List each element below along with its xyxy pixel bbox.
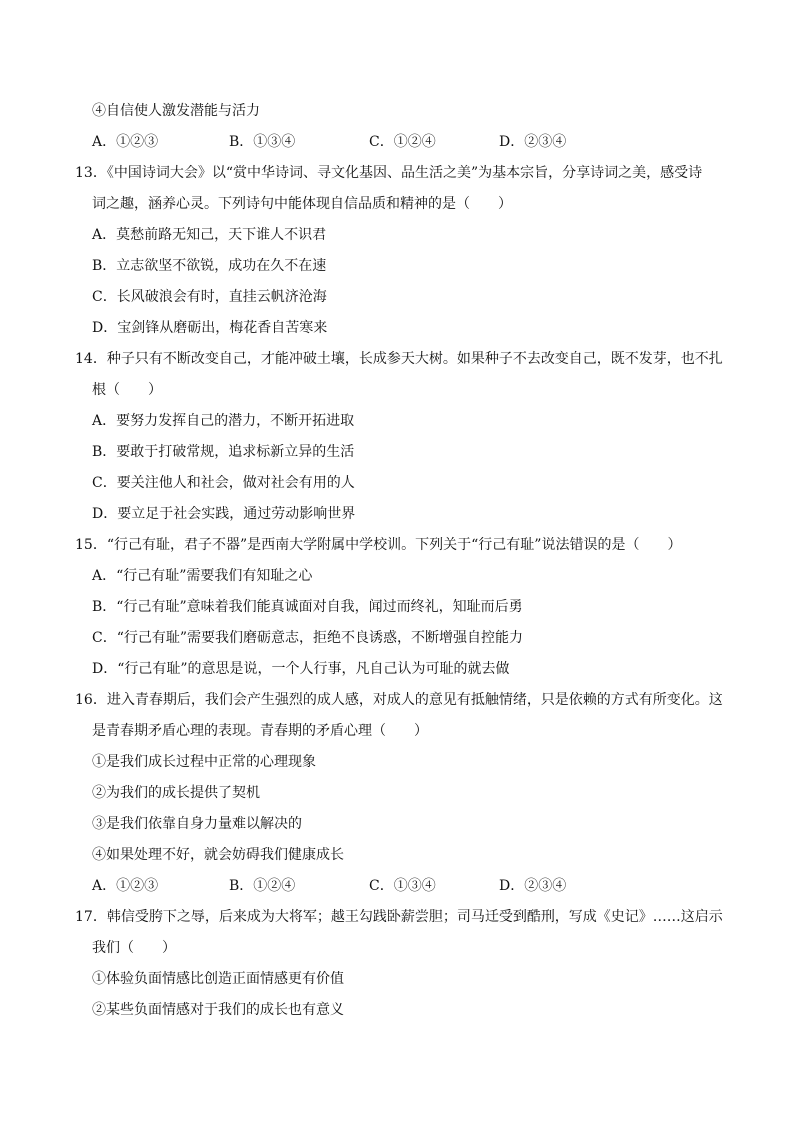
q16-statement-1: ①是我们成长过程中正常的心理现象 xyxy=(92,754,316,770)
q13-option-c: C．长风破浪会有时，直挂云帆济沧海 xyxy=(92,289,327,305)
q16-stem-line2: 是青春期矛盾心理的表现。青春期的矛盾心理（ ） xyxy=(92,723,428,739)
q16-option-c: C．①③④ xyxy=(369,878,436,894)
q16-options xyxy=(92,876,692,896)
q12-option-a: A．①②③ xyxy=(92,134,159,150)
q14-stem-line2: 根（ ） xyxy=(92,382,162,398)
q16-statement-2: ②为我们的成长提供了契机 xyxy=(92,785,260,801)
q14-option-d: D．要立足于社会实践，通过劳动影响世界 xyxy=(92,506,356,522)
q14-stem-line1: 14．种子只有不断改变自己，才能冲破土壤，长成参天大树。如果种子不去改变自己，既不发芽，也不扎 xyxy=(75,351,723,367)
q14-option-c: C．要关注他人和社会，做对社会有用的人 xyxy=(92,475,355,491)
q15-option-c: C．“行己有耻”需要我们磨砺意志，拒绝不良诱惑，不断增强自控能力 xyxy=(92,630,524,646)
q16-statement-4: ④如果处理不好，就会妨碍我们健康成长 xyxy=(92,847,344,863)
q17-statement-1: ①体验负面情感比创造正面情感更有价值 xyxy=(92,971,344,987)
q15-option-d: D．“行己有耻”的意思是说，一个人行事，凡自己认为可耻的就去做 xyxy=(92,661,510,677)
q15-stem: 15．“行己有耻，君子不器”是西南大学附属中学校训。下列关于“行己有耻”说法错误的是（ ） xyxy=(75,537,682,553)
q13-option-b: B．立志欲坚不欲锐，成功在久不在速 xyxy=(92,258,327,274)
q16-stem-line1: 16．进入青春期后，我们会产生强烈的成人感，对成人的意见有抵触情绪，只是依赖的方式有所变化。这 xyxy=(75,692,723,708)
q16-statement-3: ③是我们依靠自身力量难以解决的 xyxy=(92,816,302,832)
q13-option-d: D．宝剑锋从磨砺出，梅花香自苦寒来 xyxy=(92,320,328,336)
q17-stem-line1: 17．韩信受胯下之辱，后来成为大将军；越王勾践卧薪尝胆；司马迁受到酷刑，写成《史记》……这启示 xyxy=(75,909,723,925)
q12-option-d: D．②③④ xyxy=(499,134,567,150)
q17-stem-line2: 我们（ ） xyxy=(92,940,176,956)
q16-option-a: A．①②③ xyxy=(92,878,159,894)
q12-options xyxy=(92,132,692,152)
q14-option-a: A．要努力发挥自己的潜力，不断开拓进取 xyxy=(92,413,355,429)
q13-stem-line2: 词之趣，涵养心灵。下列诗句中能体现自信品质和精神的是（ ） xyxy=(92,196,512,212)
q17-statement-2: ②某些负面情感对于我们的成长也有意义 xyxy=(92,1002,344,1018)
q15-option-b: B．“行己有耻”意味着我们能真诚面对自我，闻过而终礼，知耻而后勇 xyxy=(92,599,523,615)
q16-option-b: B．①②④ xyxy=(229,878,296,894)
q16-option-d: D．②③④ xyxy=(499,878,567,894)
q12-option-c: C．①②④ xyxy=(369,134,436,150)
q15-option-a: A．“行己有耻”需要我们有知耻之心 xyxy=(92,568,313,584)
q12-statement-4: ④自信使人激发潜能与活力 xyxy=(92,103,260,119)
q12-option-b: B．①③④ xyxy=(229,134,296,150)
q13-option-a: A．莫愁前路无知己，天下谁人不识君 xyxy=(92,227,327,243)
q13-stem-line1: 13．《中国诗词大会》以“赏中华诗词、寻文化基因、品生活之美”为基本宗旨，分享诗词之美，感受诗 xyxy=(75,165,703,181)
q14-option-b: B．要敢于打破常规，追求标新立异的生活 xyxy=(92,444,355,460)
